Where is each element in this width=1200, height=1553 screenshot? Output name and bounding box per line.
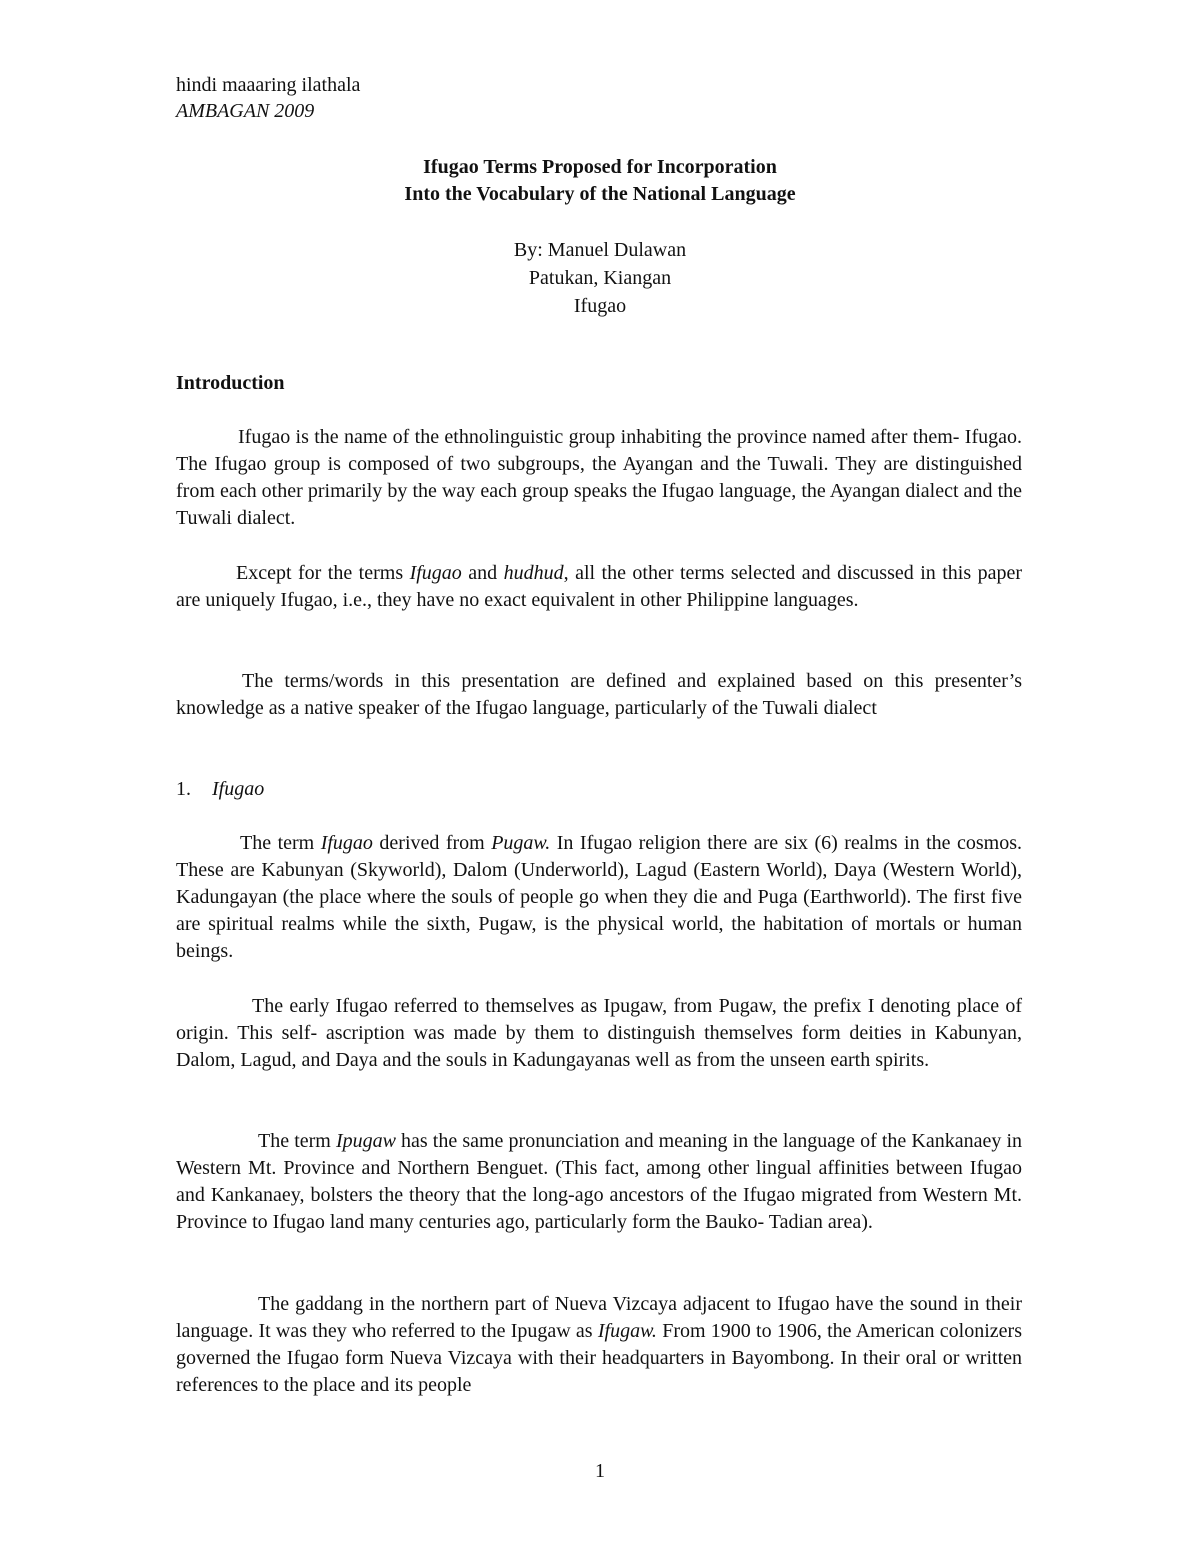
intro-paragraph-2 [176, 560, 1022, 614]
s1p4-text-2: From 1900 to 1906, the American colonizers governed the Ifugao form Nueva Vizcaya with their headquarters in Bayombong. In their oral or written references to the place and its people [176, 1320, 1022, 1396]
introduction-heading: Introduction [176, 372, 285, 394]
s1p1-term-ifugao: Ifugao [320, 832, 373, 854]
section-1-paragraph-4 [176, 1291, 1022, 1399]
header-event: AMBAGAN 2009 [176, 100, 315, 122]
page-number: 1 [595, 1460, 605, 1482]
section-1-paragraph-2: The early Ifugao referred to themselves as Ipugaw, from Pugaw, the prefix I denoting place of origin. This self- ascription was made by them to distinguish themselves form deities in Kabunyan, Dalom, Lagud, and Daya and the souls in Kadungayanas well as from the unseen earth spirits. [176, 995, 1022, 1071]
header-note: hindi maaaring ilathala [176, 74, 361, 96]
p2-text-1: Except for the terms [236, 562, 410, 584]
author-place-2: Ifugao [573, 295, 627, 317]
p2-text-3: , all the other terms selected and discussed in this paper are uniquely Ifugao, i.e., they have no exact equivalent in other Philippine languages. [176, 562, 1022, 611]
author-block [0, 236, 1200, 320]
title-line-2: Into the Vocabulary of the National Language [404, 183, 796, 205]
section-1-heading [176, 776, 264, 802]
intro-paragraph-3: The terms/words in this presentation are defined and explained based on this presenter’s knowledge as a native speaker of the Ifugao language, particularly of the Tuwali dialect [176, 670, 1022, 719]
author-byline: By: Manuel Dulawan [513, 239, 687, 261]
s1p4-text-1: The gaddang in the northern part of Nueva Vizcaya adjacent to Ifugao have the sound in their language. It was they who referred to the Ipugaw as [176, 1293, 1022, 1342]
s1p4-term-ifugaw: Ifugaw. [597, 1320, 657, 1342]
author-place-1: Patukan, Kiangan [528, 267, 672, 289]
s1p1-text-2: derived from [372, 832, 492, 854]
section-1-paragraph-3 [176, 1128, 1022, 1236]
intro-paragraph-1: Ifugao is the name of the ethnolinguistic group inhabiting the province named after them- Ifugao. The Ifugao group is composed of two subgroups, the Ayangan and the Tuwali. They are distinguished from each other primarily by the way each group speaks the Ifugao language, the Ayangan dialect and the Tuwali dialect. [176, 426, 1022, 529]
running-header [176, 72, 360, 124]
section-1-term: Ifugao [212, 778, 265, 800]
section-1-paragraph-1 [176, 830, 1022, 965]
s1p3-term-ipugaw: Ipugaw [335, 1130, 396, 1152]
p2-text-2: and [461, 562, 504, 584]
s1p3-text-1: The term [258, 1130, 336, 1152]
s1p1-term-pugaw: Pugaw. [491, 832, 551, 854]
s1p1-text-1: The term [240, 832, 321, 854]
s1p3-text-2: has the same pronunciation and meaning in the language of the Kankanaey in Western Mt. Province and Northern Benguet. (This fact, among other lingual affinities between Ifugao and Kankanaey, bolsters the theory that the long-ago ancestors of the Ifugao migrated from Western Mt. Province to Ifugao land many centuries ago, particularly form the Bauko- Tadian area). [176, 1130, 1023, 1233]
section-1-number: 1. [176, 778, 191, 800]
document-title [0, 154, 1200, 208]
p2-term-ifugao: Ifugao [409, 562, 462, 584]
s1p1-text-3: In Ifugao religion there are six (6) realms in the cosmos. These are Kabunyan (Skyworld), Dalom (Underworld), Lagud (Eastern World), Daya (Western World), Kadungayan (the place where the souls of people go when they die and Puga (Earthworld). The first five are spiritual realms while the sixth, Pugaw, is the physical world, the habitation of mortals or human beings. [176, 832, 1022, 962]
title-line-1: Ifugao Terms Proposed for Incorporation [423, 156, 777, 178]
p2-term-hudhud: hudhud [503, 562, 564, 584]
